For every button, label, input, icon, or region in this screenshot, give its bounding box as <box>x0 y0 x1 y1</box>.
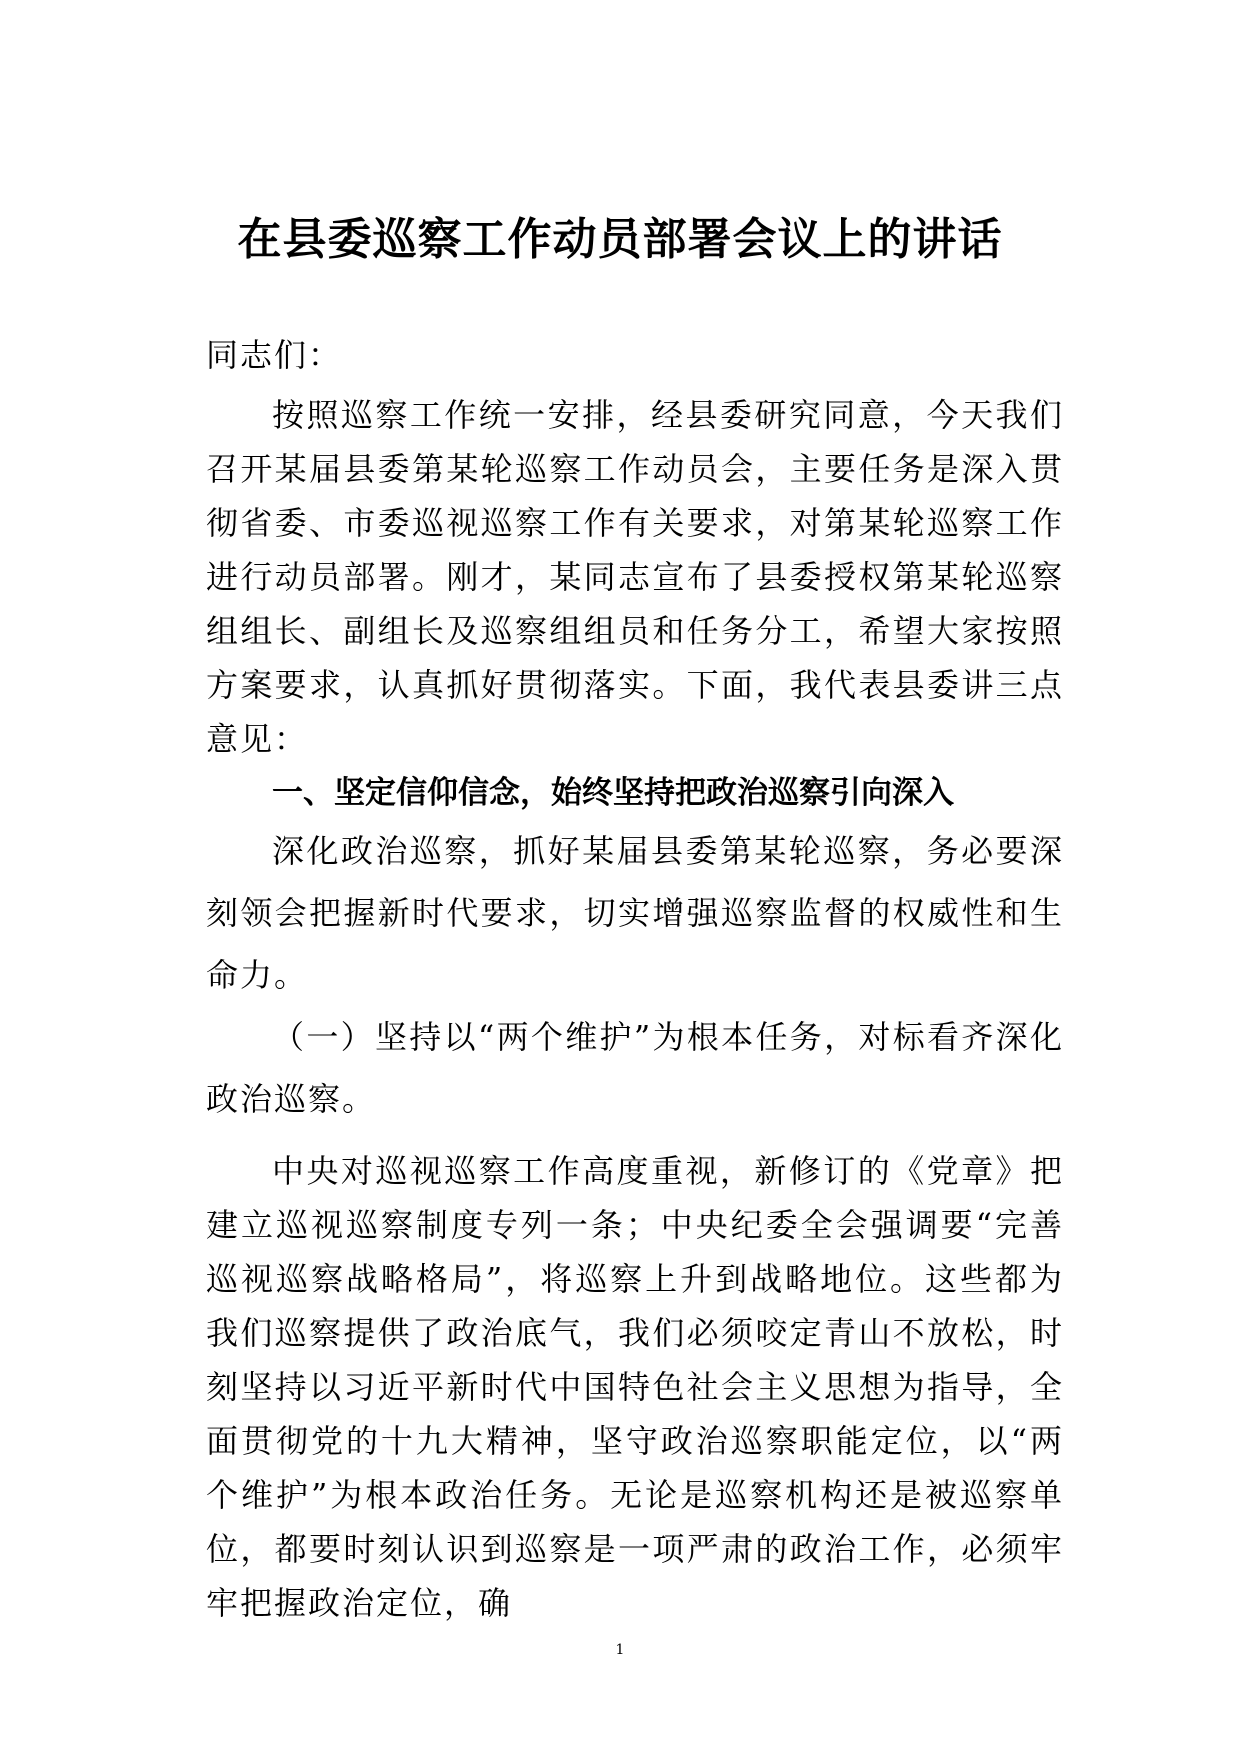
page-number: 1 <box>615 1642 625 1658</box>
document-title: 在县委巡察工作动员部署会议上的讲话 <box>237 214 1003 265</box>
subsection-1-body-paragraph: 中央对巡视巡察工作高度重视，新修订的《党章》把建立巡视巡察制度专列一条；中央纪委全会强调要“完善巡视巡察战略格局”，将巡察上升到战略地位。这些都为我们巡察提供了政治底气，我们必须咬定青山不放松，时刻坚持以习近平新时代中国特色社会主义思想为指导，全面贯彻党的十九大精神，坚守政治巡察职能定位，以“两个维护”为根本政治任务。无论是巡察机构还是被巡察单位，都要时刻认识到巡察是一项严肃的政治工作，必须牢牢把握政治定位，确 <box>206 1152 1064 1622</box>
document-body <box>206 328 1064 1630</box>
section-1-heading: 一、坚定信仰信念，始终坚持把政治巡察引向深入 <box>272 775 954 811</box>
section-1-lead-paragraph: 深化政治巡察，抓好某届县委第某轮巡察，务必要深刻领会把握新时代要求，切实增强巡察监督的权威性和生命力。 <box>206 832 1064 994</box>
subsection-1-heading: （一）坚持以“两个维护”为根本任务，对标看齐深化政治巡察。 <box>206 1018 1064 1118</box>
intro-paragraph: 按照巡察工作统一安排，经县委研究同意，今天我们召开某届县委第某轮巡察工作动员会，主要任务是深入贯彻省委、市委巡视巡察工作有关要求，对第某轮巡察工作进行动员部署。刚才，某同志宣布了县委授权第某轮巡察组组长、副组长及巡察组组员和任务分工，希望大家按照方案要求，认真抓好贯彻落实。下面，我代表县委讲三点意见： <box>206 396 1064 758</box>
greeting: 同志们： <box>206 336 343 374</box>
